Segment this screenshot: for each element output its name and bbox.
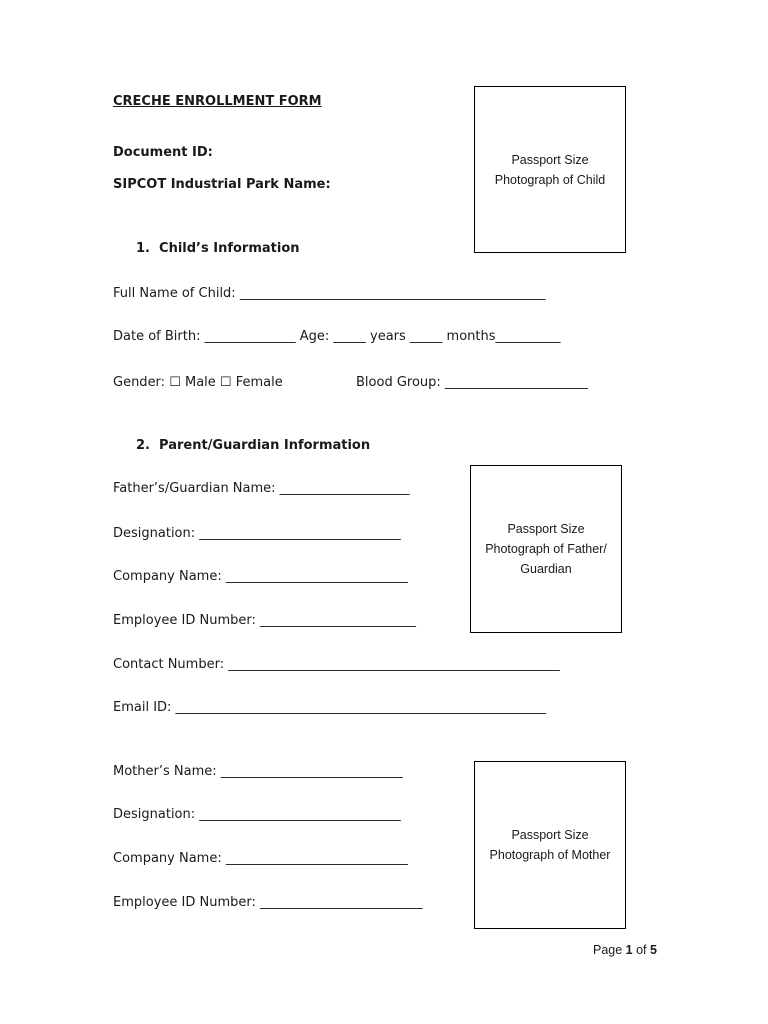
father-photo-caption-3: Guardian: [520, 562, 572, 576]
form-title: CRECHE ENROLLMENT FORM: [113, 94, 322, 109]
mother-designation-field[interactable]: Designation: _______________________________: [113, 807, 401, 822]
page-prefix: Page: [593, 943, 626, 957]
email-id-field[interactable]: Email ID: _________________________________________________________: [113, 700, 547, 715]
child-photo-box: [474, 86, 626, 253]
mother-photo-caption-2: Photograph of Mother: [489, 848, 611, 862]
mother-name-field[interactable]: Mother’s Name: ____________________________: [113, 764, 403, 779]
child-photo-caption-2: Photograph of Child: [494, 172, 606, 187]
father-designation-field[interactable]: Designation: _______________________________: [113, 526, 401, 541]
father-photo-box: [470, 465, 622, 633]
father-photo-caption-2: Photograph of Father/: [485, 542, 607, 556]
father-employee-id-field[interactable]: Employee ID Number: ________________________: [113, 613, 416, 628]
page-number: [593, 943, 657, 957]
contact-number-field[interactable]: Contact Number: ___________________________________________________: [113, 657, 560, 672]
father-company-name-field[interactable]: Company Name: ____________________________: [113, 569, 408, 584]
park-name-label: SIPCOT Industrial Park Name:: [113, 177, 331, 192]
gender-field[interactable]: Gender: ☐ Male ☐ Female: [113, 375, 283, 390]
page-of: of: [632, 943, 650, 957]
father-guardian-name-field[interactable]: Father’s/Guardian Name: ____________________: [113, 481, 410, 496]
blood-group-field[interactable]: Blood Group: ______________________: [356, 375, 588, 390]
mother-employee-id-field[interactable]: Employee ID Number: _________________________: [113, 895, 423, 910]
date-of-birth-age-field[interactable]: Date of Birth: ______________ Age: _____ years _____ months__________: [113, 329, 561, 344]
full-name-of-child-field[interactable]: Full Name of Child: _______________________________________________: [113, 286, 546, 301]
father-photo-caption-1: Passport Size: [507, 522, 585, 536]
page-total: 5: [650, 943, 657, 957]
section-2-heading: 2. Parent/Guardian Information: [136, 438, 371, 453]
mother-photo-box: [474, 761, 626, 929]
mother-company-name-field[interactable]: Company Name: ____________________________: [113, 851, 408, 866]
mother-photo-caption-1: Passport Size: [511, 828, 589, 842]
document-id-label: Document ID:: [113, 145, 213, 160]
section-1-heading: 1. Child’s Information: [136, 241, 300, 256]
page-current: 1: [625, 943, 633, 957]
child-photo-caption-1: Passport Size: [511, 152, 589, 167]
